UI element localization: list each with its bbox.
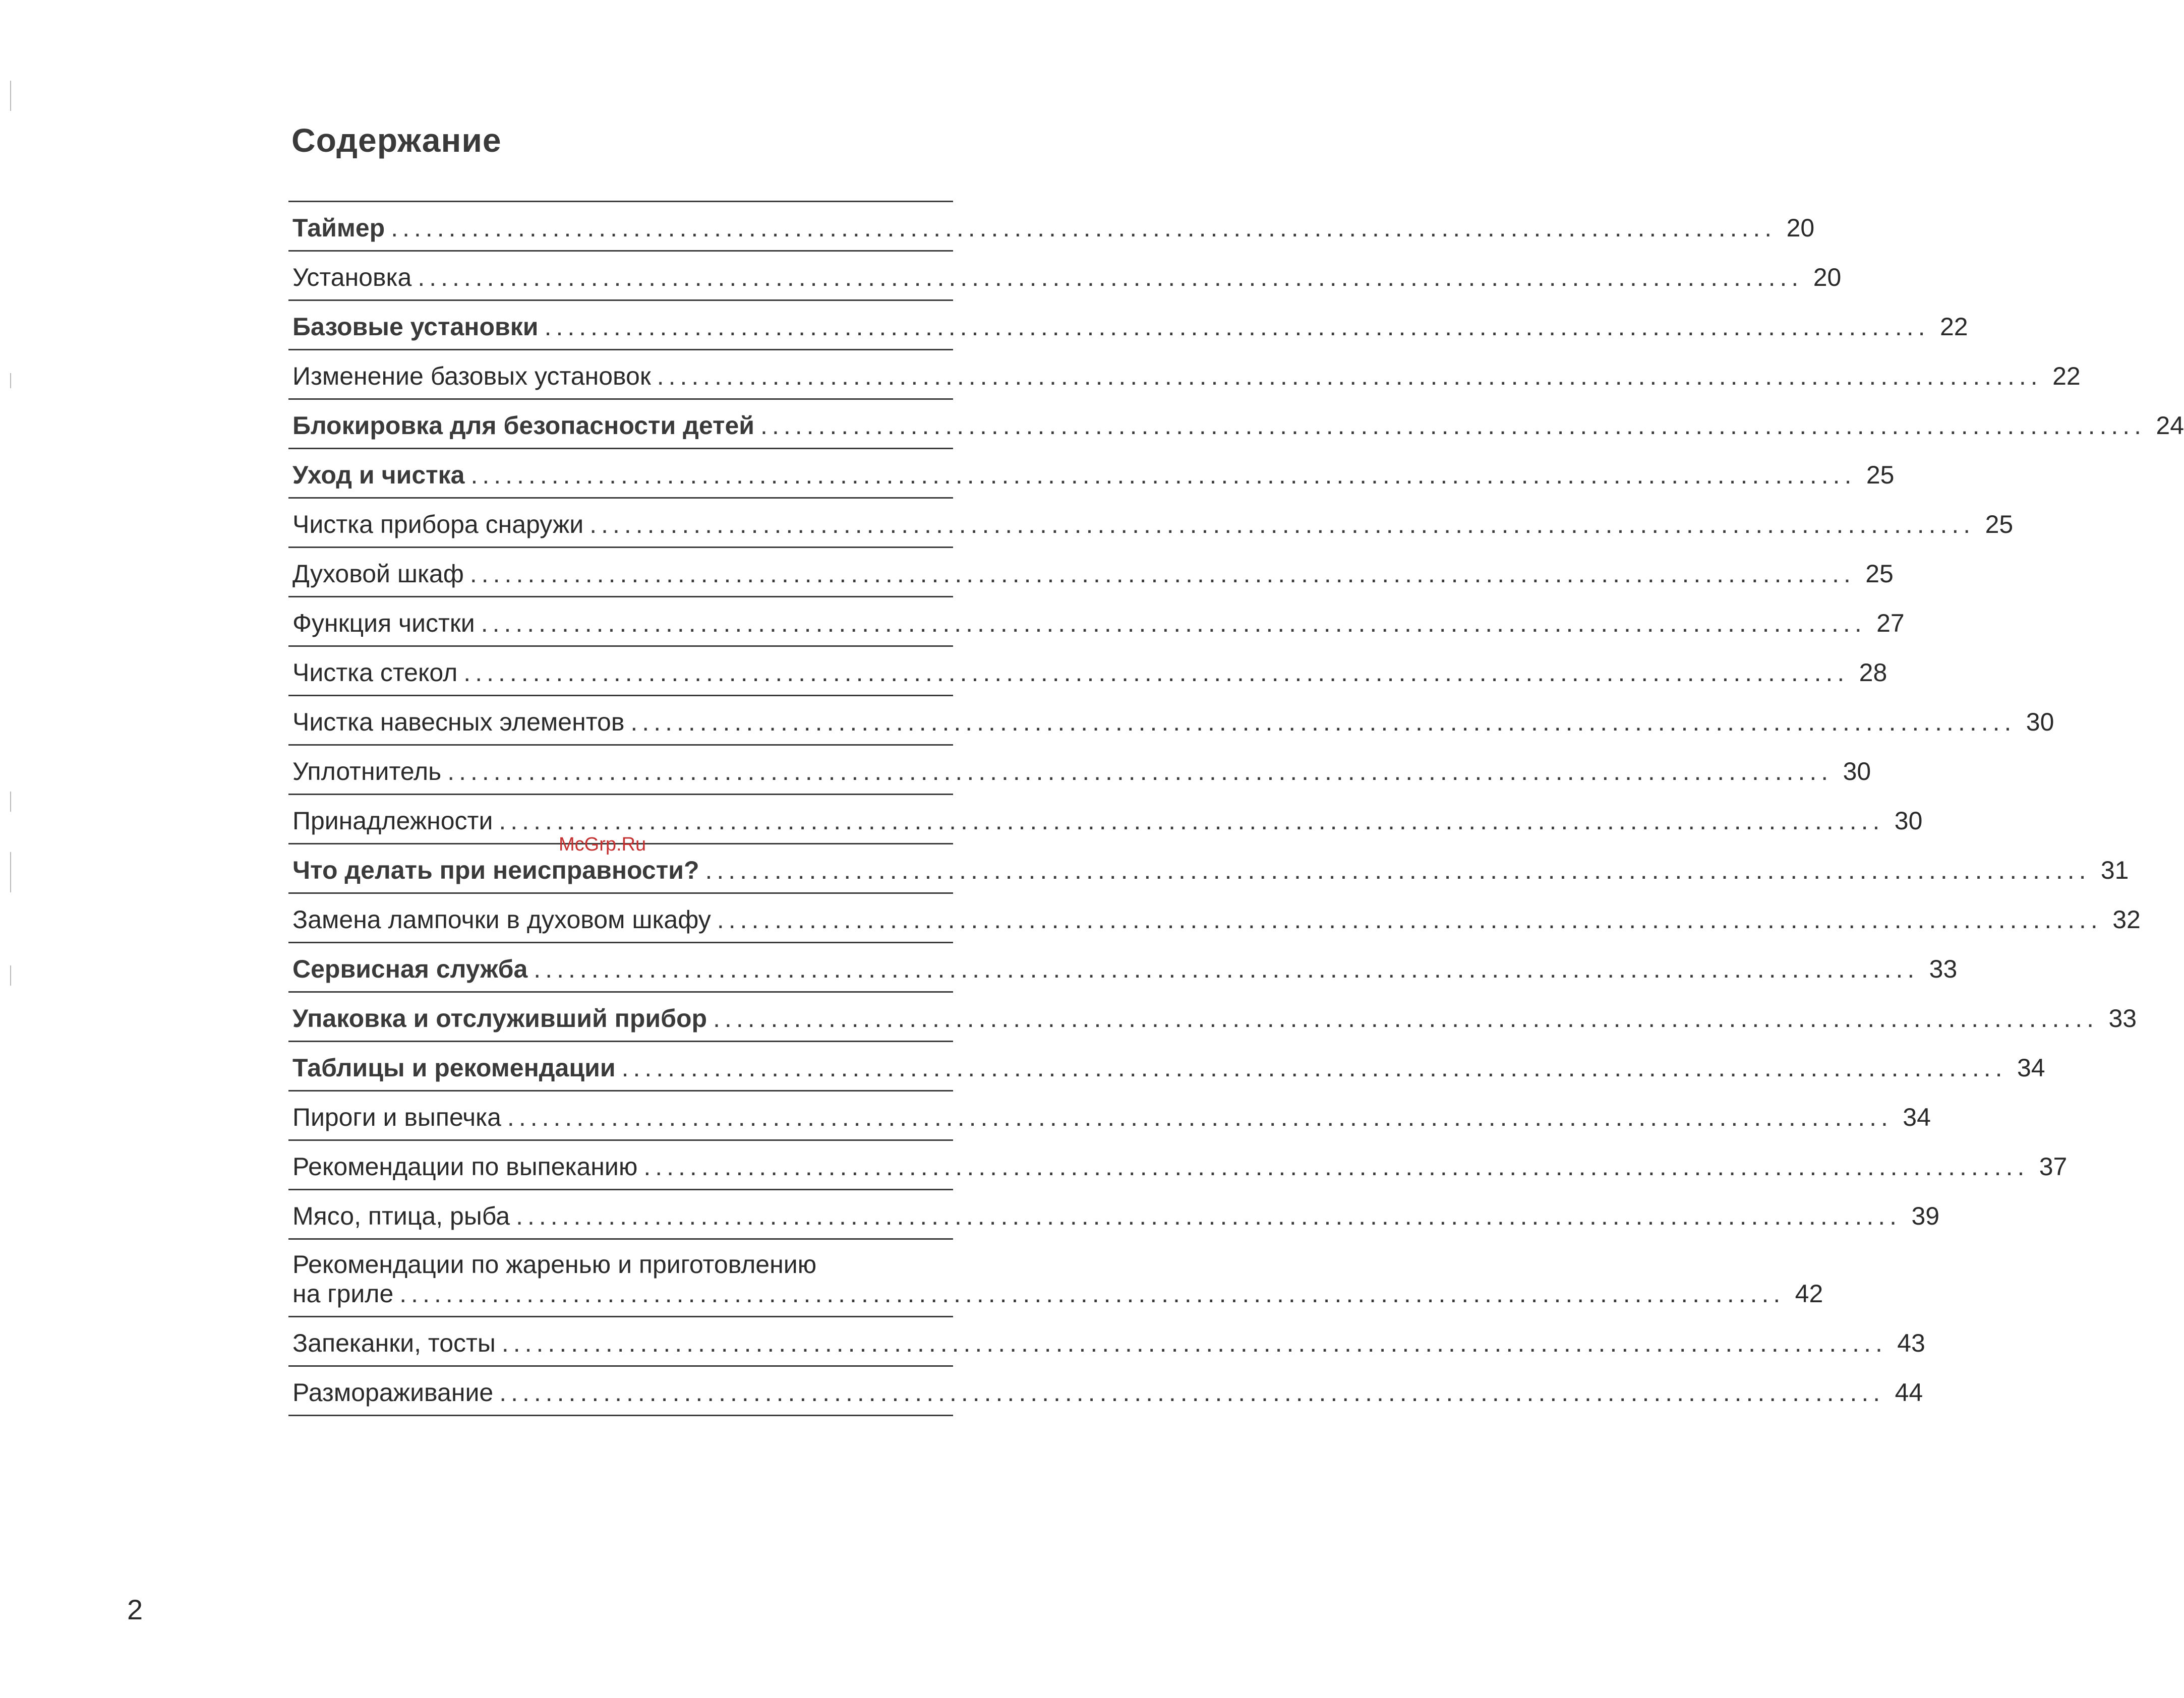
toc-entry-page: 22: [2052, 362, 2081, 390]
toc-entry-title: Запеканки, тосты: [292, 1329, 496, 1357]
toc-entry-page: 25: [1866, 461, 1895, 489]
toc-entry-title: Уход и чистка: [292, 461, 465, 489]
dot-leader: ........................................................................................................................: [469, 560, 1855, 588]
toc-entry: [288, 894, 2141, 943]
toc-entry-page: 31: [2100, 856, 2129, 884]
dot-leader: ........................................................................................................................: [630, 708, 2016, 736]
toc-entry-page: 42: [1795, 1280, 1823, 1308]
margin-scan-mark: [10, 852, 11, 892]
toc-entry: [288, 1091, 1931, 1141]
toc-entry-page: 32: [2112, 905, 2141, 934]
toc-entry-title: Пироги и выпечка: [292, 1103, 501, 1131]
toc-entry: [288, 746, 1871, 795]
dot-leader: ........................................................................................................................: [544, 313, 1930, 341]
dot-leader: ........................................................................................................................: [657, 362, 2042, 390]
dot-leader: ........................................................................................................................: [481, 609, 1866, 637]
toc-entry: [288, 696, 2054, 746]
dot-leader: ........................................................................................................................: [760, 411, 2146, 440]
dot-leader: ........................................................................................................................: [713, 1004, 2099, 1033]
toc-entry-title: Рекомендации по выпеканию: [292, 1153, 638, 1181]
toc-entry: [288, 400, 2184, 449]
toc-entry: [288, 993, 2137, 1042]
dot-leader: ........................................................................................................................: [534, 955, 1919, 983]
margin-scan-mark: [10, 373, 11, 388]
toc-entry-title: Чистка навесных элементов: [292, 708, 625, 736]
toc-entry-page: 37: [2039, 1153, 2068, 1181]
toc-entry-title: Базовые установки: [292, 313, 539, 341]
toc-entry-page: 25: [1985, 510, 2014, 538]
toc-entry-page: 28: [1859, 658, 1887, 687]
dot-leader: ........................................................................................................................: [507, 1103, 1893, 1131]
dot-leader: ........................................................................................................................: [418, 263, 1803, 291]
toc-entry: [288, 202, 1815, 252]
toc-entry-title: Таблицы и рекомендации: [292, 1054, 616, 1082]
watermark: McGrp.Ru: [559, 834, 646, 855]
toc-entry-title: Рекомендации по жаренью и приготовлению: [292, 1250, 817, 1279]
toc-entry-page: 22: [1939, 313, 1968, 341]
toc-entry-page: 30: [1843, 757, 1871, 785]
toc-entry: [288, 449, 1895, 499]
margin-scan-mark: [10, 81, 11, 111]
toc-entry-page: 33: [2108, 1004, 2137, 1033]
toc-entry-title: Функция чистки: [292, 609, 475, 637]
toc-entry-page: 34: [2017, 1054, 2045, 1082]
toc-entry-title-continued: на гриле: [292, 1280, 394, 1308]
dot-leader: ........................................................................................................................: [589, 510, 1975, 538]
toc-entry-page: 24: [2156, 411, 2184, 440]
toc-entry-page: 44: [1895, 1378, 1923, 1407]
toc-entry: [288, 1317, 1925, 1367]
toc-entry-title: Мясо, птица, рыба: [292, 1202, 510, 1230]
toc-entry-title: Что делать при неисправности?: [292, 856, 699, 884]
dot-leader: ........................................................................................................................: [501, 1329, 1887, 1357]
toc-entry: [288, 301, 1968, 350]
toc-entry-title: Упаковка и отслуживший прибор: [292, 1004, 707, 1033]
page-number: 2: [127, 1594, 143, 1625]
toc-entry-title: Уплотнитель: [292, 757, 442, 785]
table-of-contents: [288, 201, 2184, 1416]
toc-entry: [288, 1190, 1940, 1240]
dot-leader: ........................................................................................................................: [621, 1054, 2007, 1082]
toc-entry: [288, 1141, 2068, 1190]
toc-entry-page: 25: [1865, 560, 1894, 588]
toc-entry-page: 20: [1786, 214, 1815, 242]
toc-entry-title: Размораживание: [292, 1378, 494, 1407]
toc-entry-title: Чистка прибора снаружи: [292, 510, 584, 538]
margin-scan-mark: [10, 792, 11, 812]
toc-entry-title: Таймер: [292, 214, 385, 242]
toc-entry-page: 39: [1911, 1202, 1940, 1230]
toc-entry-page: 43: [1897, 1329, 1925, 1357]
toc-entry: [288, 252, 1842, 301]
toc-entry-title: Сервисная служба: [292, 955, 528, 983]
dot-leader: ........................................................................................................................: [399, 1280, 1785, 1308]
toc-entry-page: 30: [2026, 708, 2054, 736]
toc-entry: [288, 1240, 1823, 1317]
toc-entry-title: Замена лампочки в духовом шкафу: [292, 905, 711, 934]
toc-entry-page: 20: [1813, 263, 1842, 291]
page-title: Содержание: [291, 122, 502, 159]
dot-leader: ........................................................................................................................: [470, 461, 1856, 489]
toc-entry-title: Духовой шкаф: [292, 560, 464, 588]
dot-leader: ........................................................................................................................: [516, 1202, 1902, 1230]
dot-leader: ........................................................................................................................: [463, 658, 1849, 687]
toc-entry-page: 33: [1929, 955, 1958, 983]
toc-entry-title: Принадлежности: [292, 807, 493, 835]
toc-entry: [288, 597, 1905, 647]
toc-entry-title: Блокировка для безопасности детей: [292, 411, 755, 440]
dot-leader: ........................................................................................................................: [717, 905, 2102, 934]
toc-entry: [288, 1042, 2045, 1091]
dot-leader: ........................................................................................................................: [499, 807, 1884, 835]
dot-leader: ........................................................................................................................: [705, 856, 2091, 884]
toc-entry-page: 30: [1894, 807, 1923, 835]
toc-entry-page: 27: [1876, 609, 1905, 637]
toc-entry-title: Установка: [292, 263, 412, 291]
toc-entry: [288, 499, 2014, 548]
margin-scan-mark: [10, 965, 11, 986]
toc-entry-title: Изменение базовых установок: [292, 362, 651, 390]
toc-entry-page: 34: [1903, 1103, 1931, 1131]
toc-entry-title: Чистка стекол: [292, 658, 458, 687]
dot-leader: ........................................................................................................................: [447, 757, 1833, 785]
toc-entry: [288, 943, 1958, 993]
dot-leader: ........................................................................................................................: [643, 1153, 2029, 1181]
toc-entry: [288, 1367, 1923, 1416]
toc-entry: [288, 548, 1894, 597]
toc-entry: [288, 350, 2081, 400]
dot-leader: ........................................................................................................................: [499, 1378, 1885, 1407]
toc-entry: [288, 647, 1887, 696]
dot-leader: ........................................................................................................................: [391, 214, 1777, 242]
